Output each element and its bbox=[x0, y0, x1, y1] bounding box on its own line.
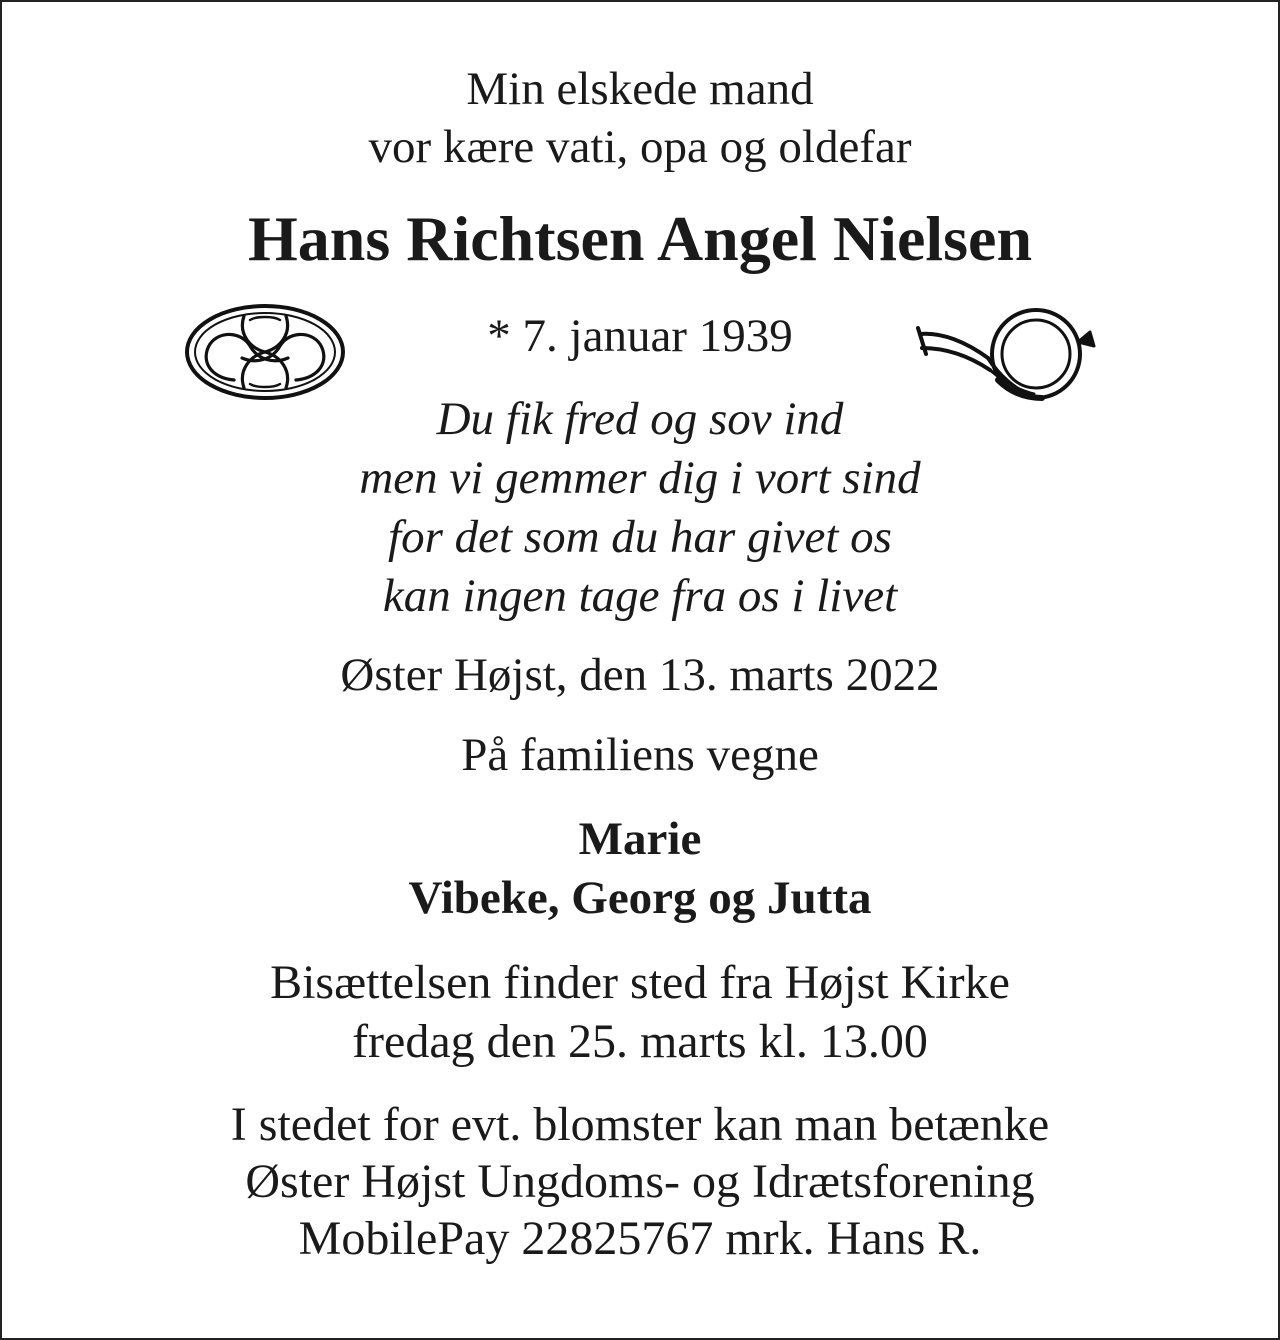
signer-line-2: Vibeke, Georg og Jutta bbox=[408, 872, 872, 924]
funeral-line-2: fredag den 25. marts kl. 13.00 bbox=[352, 1015, 928, 1068]
funeral-line-1: Bisættelsen finder sted fra Højst Kirke bbox=[270, 956, 1010, 1009]
donation-line-3: MobilePay 22825767 mrk. Hans R. bbox=[298, 1212, 982, 1265]
place-date: Øster Højst, den 13. marts 2022 bbox=[340, 649, 940, 701]
intro-line-2: vor kære vati, opa og oldefar bbox=[368, 121, 912, 173]
verse-line-4: kan ingen tage fra os i livet bbox=[382, 570, 898, 622]
deceased-name: Hans Richtsen Angel Nielsen bbox=[247, 203, 1033, 274]
verse-line-3: for det som du har givet os bbox=[388, 511, 892, 563]
post-horn-icon bbox=[914, 302, 1096, 404]
donation-line-2: Øster Højst Ungdoms- og Idrætsforening bbox=[245, 1155, 1035, 1208]
verse-line-2: men vi gemmer dig i vort sind bbox=[359, 452, 921, 504]
verse-line-1: Du fik fred og sov ind bbox=[436, 393, 844, 445]
on-behalf: På familiens vegne bbox=[461, 729, 819, 781]
birth-date: * 7. januar 1939 bbox=[487, 310, 793, 362]
signer-line-1: Marie bbox=[578, 813, 702, 865]
donation-line-1: I stedet for evt. blomster kan man betænke bbox=[230, 1098, 1050, 1151]
intro-line-1: Min elskede mand bbox=[466, 63, 814, 115]
